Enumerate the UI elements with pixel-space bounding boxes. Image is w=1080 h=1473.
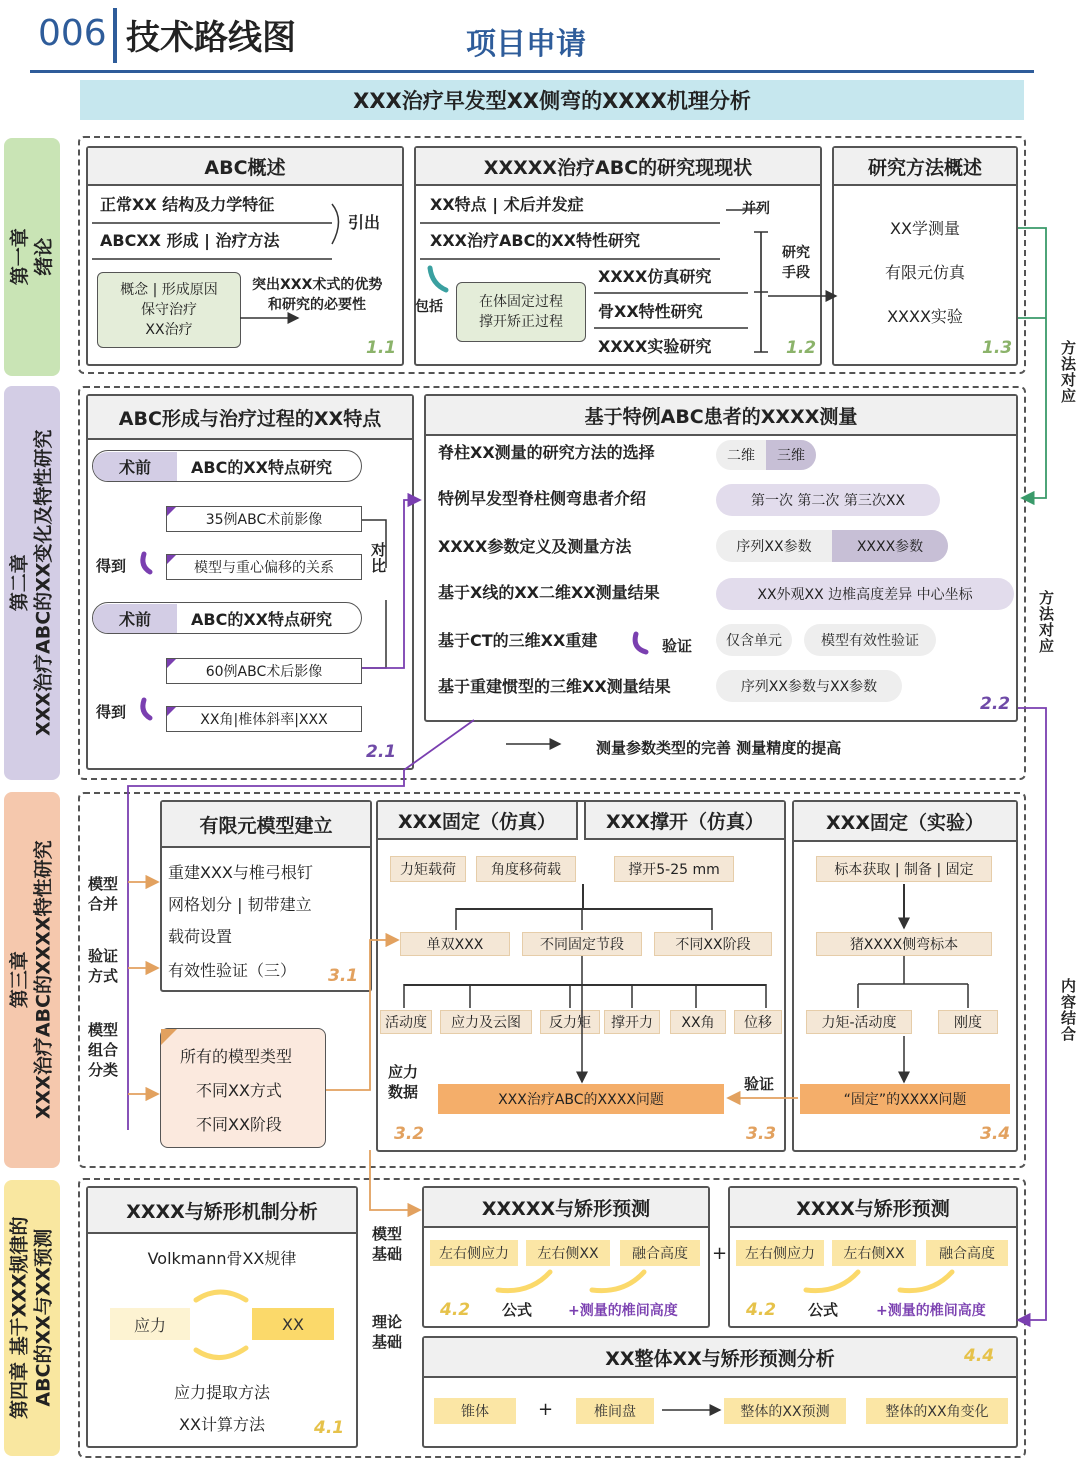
- s13-m1: XX学测量: [890, 219, 960, 238]
- s43-c2: 左右侧XX: [832, 1240, 916, 1266]
- s43-mh: +测量的椎间高度: [876, 1303, 986, 1319]
- s22-r4: 基于X线的XX二维XX测量结果: [438, 583, 660, 602]
- side-label-2: 方法对应: [1037, 590, 1055, 654]
- section-2-2-title: 基于特例ABC患者的XXXX测量: [426, 396, 1016, 436]
- s21-f1: 35例ABC术前影像: [166, 506, 362, 532]
- s21-f3: 60例ABC术后影像: [166, 658, 362, 684]
- chapter-2-name: XXX治疗ABC的XX变化及特性研究: [32, 429, 55, 737]
- s12-r3: XXXX实验研究: [598, 337, 712, 356]
- s22-r4a: XX外观XX 边椎高度差异 中心坐标: [716, 578, 1014, 610]
- page-subtitle: 项目申请: [466, 27, 586, 62]
- s11-yinchu: 引出: [348, 213, 381, 232]
- s22-r5: 基于CT的三维XX重建: [438, 631, 598, 650]
- s43-plus: +: [712, 1243, 728, 1264]
- s44-number: 4.4: [964, 1346, 995, 1366]
- s31-l3b: 组合: [88, 1041, 119, 1059]
- s42-number: 4.2: [440, 1300, 471, 1320]
- s32-d1: 单双XXX: [400, 932, 510, 956]
- chapter-4-label: 第四章 基于XXX规律的: [8, 1216, 31, 1420]
- s41-mx1: 模型: [372, 1225, 403, 1243]
- s43-gs: 公式: [808, 1301, 839, 1319]
- s21-duibi: 对比: [369, 542, 387, 574]
- s32-s1: 应力: [388, 1063, 419, 1081]
- s32-e5: XX角: [670, 1010, 726, 1034]
- s22-r5b: 模型有效性验证: [804, 624, 936, 656]
- s22-r3: XXXX参数定义及测量方法: [438, 537, 632, 556]
- s32-result: XXX治疗ABC的XXXX问题: [438, 1084, 724, 1114]
- page-title: 技术路线图: [126, 18, 296, 58]
- s12-yj2: 手段: [782, 265, 810, 281]
- s41-a: 应力: [110, 1308, 190, 1340]
- s43-c1: 左右侧应力: [736, 1240, 824, 1266]
- section-2-1-title: ABC形成与治疗过程的XX特点: [88, 396, 412, 440]
- s31-l1a: 模型: [88, 875, 119, 893]
- s12-r1: XXXX仿真研究: [598, 267, 712, 286]
- s22-r6: 基于重建惯型的三维XX测量结果: [438, 677, 671, 696]
- section-1-3-title: 研究方法概述: [834, 148, 1016, 186]
- s41-law: Volkmann骨XX规律: [147, 1249, 297, 1268]
- s34-d2: 刚度: [938, 1010, 998, 1034]
- s21-pre1-study: ABC的XX特点研究: [191, 457, 332, 477]
- chapter-3-label: 第三章: [8, 951, 31, 1009]
- s22-r2a: 第一次 第二次 第三次XX: [716, 484, 940, 516]
- s43-number: 4.2: [746, 1300, 777, 1320]
- s44-title: XX整体XX与矫形预测分析: [424, 1338, 1016, 1378]
- s32-c2: 角度移荷载: [476, 856, 576, 882]
- s34-number: 3.4: [980, 1124, 1011, 1144]
- side-label-1: 方法对应: [1059, 340, 1077, 404]
- s32-c3: 撑开5-25 mm: [614, 856, 734, 882]
- s44-d: 整体的XX角变化: [866, 1398, 1008, 1424]
- s32-number-2: 3.3: [746, 1124, 777, 1144]
- s44-c: 整体的XX预测: [724, 1398, 846, 1424]
- s32-c1: 力矩载荷: [390, 856, 466, 882]
- s22-yanzheng: 验证: [662, 637, 693, 655]
- page-number: 006: [38, 13, 107, 54]
- s21-pre1: 术前: [93, 452, 177, 481]
- s32-number-1: 3.2: [394, 1124, 425, 1144]
- s12-r2: 骨XX特性研究: [598, 302, 703, 321]
- s11-row2: ABCXX 形成 | 治疗方法: [100, 231, 280, 250]
- s12-process-1: 在体固定过程: [479, 293, 563, 310]
- s41-mx2: 基础: [372, 1245, 403, 1263]
- s41-ll2: 基础: [372, 1333, 403, 1351]
- s43-c3: 融合高度: [926, 1240, 1008, 1266]
- s12-yj1: 研究: [782, 245, 810, 261]
- chapter-1-label: 第一章: [8, 228, 31, 286]
- s31-i4: 有效性验证（三）: [168, 961, 297, 980]
- s22-r3b: XXXX参数: [832, 530, 948, 562]
- s32-yz: 验证: [744, 1075, 775, 1093]
- chapter-3-name: XXX治疗ABC的XXXX特性研究: [32, 840, 54, 1120]
- s11-tuchu-2: 和研究的必要性: [268, 297, 366, 313]
- section-3-1-title: 有限元模型建立: [162, 802, 370, 848]
- s31-i2: 网格划分 | 韧带建立: [168, 895, 312, 914]
- s34-c2: 猪XXXX侧弯标本: [816, 932, 992, 956]
- s32-e3: 反力矩: [540, 1010, 600, 1034]
- s31-i3: 载荷设置: [168, 927, 233, 946]
- s21-f4: XX角|椎体斜率|XXX: [166, 706, 362, 732]
- s34-title: XXX固定（实验）: [794, 802, 1016, 842]
- s22-r6a: 序列XX参数与XX参数: [716, 670, 902, 702]
- s32-e4: 撑开力: [604, 1010, 660, 1034]
- s22-r3a: 序列XX参数: [736, 539, 812, 555]
- s31-l3c: 分类: [88, 1061, 119, 1079]
- chapter-1-name: 绪论: [32, 237, 55, 277]
- s11-number: 1.1: [366, 338, 397, 358]
- s21-de1: 得到: [96, 557, 127, 575]
- s41-m2: XX计算方法: [179, 1415, 265, 1434]
- s11-tuchu-1: 突出XXX术式的优势: [252, 277, 383, 293]
- s22-bottom-note: 测量参数类型的完善 测量精度的提高: [596, 739, 842, 757]
- s41-ll1: 理论: [372, 1313, 403, 1331]
- s12-bing: 并列: [742, 201, 770, 217]
- s32-e6: 位移: [734, 1010, 782, 1034]
- s22-r2: 特例早发型脊柱侧弯患者介绍: [438, 489, 647, 508]
- s22-r1: 脊柱XX测量的研究方法的选择: [438, 443, 655, 462]
- s32-h1: XXX固定（仿真）: [398, 810, 556, 833]
- s21-f2: 模型与重心偏移的关系: [166, 554, 362, 580]
- s12-number: 1.2: [786, 338, 817, 358]
- chapter-4-name: ABC的XX与XX预测: [32, 1229, 54, 1407]
- s42-title: XXXXX与矫形预测: [424, 1188, 708, 1228]
- s44-b: 椎间盘: [576, 1398, 654, 1424]
- s34-c1: 标本获取 | 制备 | 固定: [816, 856, 992, 882]
- s42-c1: 左右侧应力: [430, 1240, 518, 1266]
- s12-baokuo: 包括: [415, 299, 443, 315]
- s42-c3: 融合高度: [620, 1240, 700, 1266]
- s31-l3a: 模型: [88, 1021, 119, 1039]
- s31-number: 3.1: [328, 966, 359, 986]
- s13-m3: XXXX实验: [887, 307, 963, 326]
- s44-plus: +: [538, 1399, 554, 1420]
- s22-r5a: 仅含单元: [716, 624, 792, 656]
- s41-b: XX: [252, 1308, 334, 1340]
- s22-r1b: 三维: [766, 440, 816, 470]
- s41-number: 4.1: [314, 1418, 345, 1438]
- s11-concept-3: XX治疗: [145, 322, 193, 339]
- s13-number: 1.3: [982, 338, 1013, 358]
- s11-row1: 正常XX 结构及力学特征: [100, 195, 275, 214]
- s13-m2: 有限元仿真: [884, 263, 965, 282]
- s21-number: 2.1: [366, 742, 397, 762]
- s32-e2: 应力及云图: [440, 1010, 532, 1034]
- section-1-1-title: ABC概述: [88, 148, 402, 186]
- s41-title: XXXX与矫形机制分析: [88, 1188, 356, 1234]
- s12-process-2: 撑开矫正过程: [479, 314, 563, 330]
- s34-d1: 力矩-活动度: [806, 1010, 912, 1034]
- s41-m1: 应力提取方法: [173, 1383, 270, 1402]
- s32-h2: XXX撑开（仿真）: [606, 810, 764, 833]
- s34-result: “固定”的XXXX问题: [800, 1084, 1010, 1114]
- s31-t3: 不同XX阶段: [196, 1115, 282, 1134]
- s21-de2: 得到: [96, 703, 127, 721]
- s31-i1: 重建XXX与椎弓根钉: [168, 863, 313, 882]
- section-1-2-title: XXXXX治疗ABC的研究现现状: [416, 148, 820, 186]
- s21-pre2-study: ABC的XX特点研究: [191, 609, 332, 629]
- s42-mh: +测量的椎间高度: [568, 1303, 678, 1319]
- s12-row1: XX特点 | 术后并发症: [430, 195, 584, 214]
- s32-d3: 不同XX阶段: [654, 932, 772, 956]
- s21-pre2: 术前: [93, 604, 177, 633]
- s31-l1b: 合并: [88, 895, 119, 913]
- chapter-2-label: 第二章: [8, 554, 31, 612]
- s22-r1a: 二维: [727, 448, 755, 464]
- s32-e1: 活动度: [380, 1010, 432, 1034]
- s31-l2b: 方式: [88, 967, 119, 985]
- s42-c2: 左右侧XX: [526, 1240, 610, 1266]
- side-label-3: 内容结合: [1059, 978, 1077, 1042]
- main-title: XXX治疗早发型XX侧弯的XXXX机理分析: [353, 89, 751, 113]
- s43-title: XXXX与矫形预测: [730, 1188, 1016, 1228]
- s12-row2: XXX治疗ABC的XX特性研究: [430, 231, 641, 250]
- s31-l2a: 验证: [88, 947, 119, 965]
- s44-a: 锥体: [434, 1398, 516, 1424]
- s42-gs: 公式: [502, 1301, 533, 1319]
- s31-t1: 所有的模型类型: [180, 1047, 293, 1066]
- s32-s2: 数据: [388, 1083, 419, 1101]
- s31-t2: 不同XX方式: [196, 1081, 282, 1100]
- s11-concept-1: 概念 | 形成原因: [120, 281, 218, 298]
- s32-d2: 不同固定节段: [522, 932, 642, 956]
- s11-concept-2: 保守治疗: [141, 301, 197, 318]
- s22-number: 2.2: [980, 694, 1011, 714]
